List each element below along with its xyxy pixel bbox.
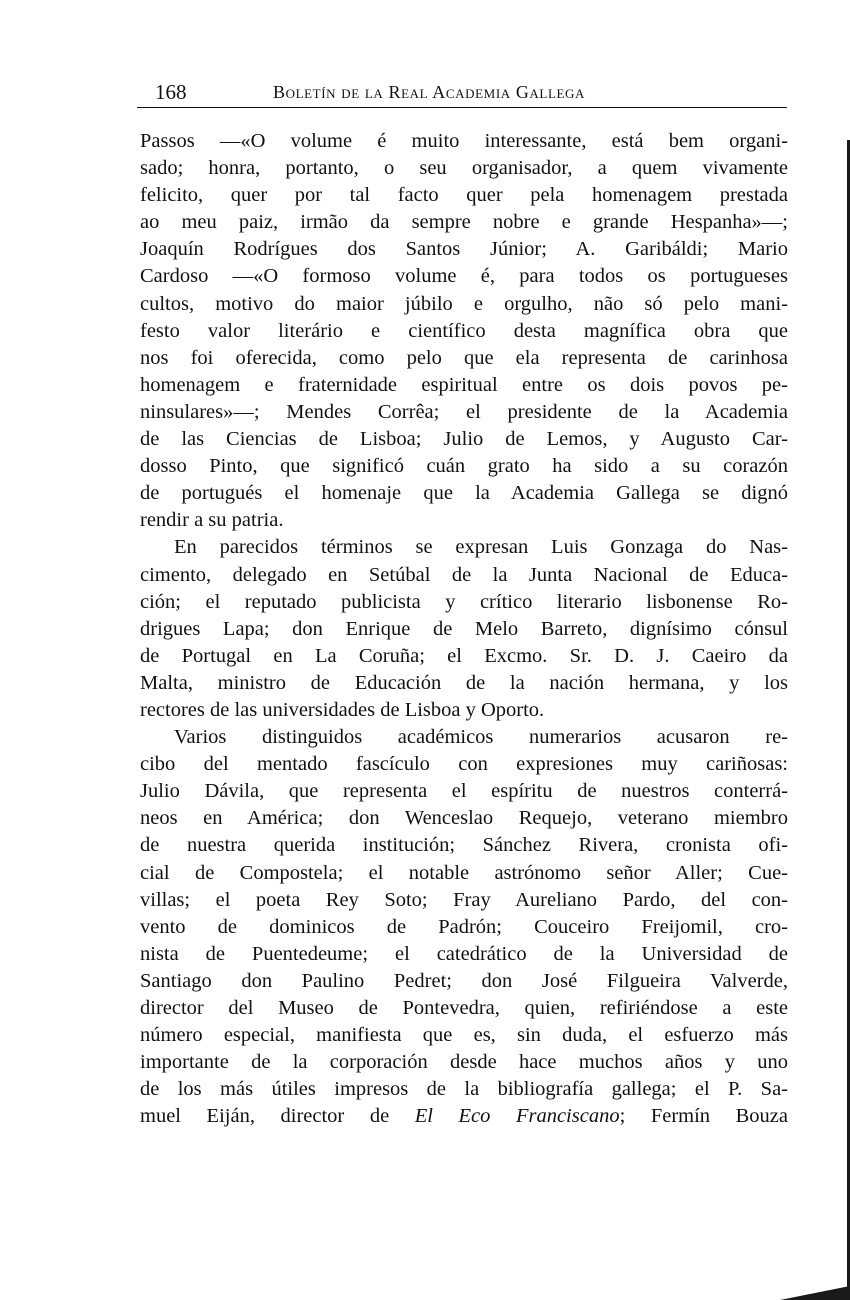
text-line: ción; el reputado publicista y crítico literario lisbonense Ro- [140, 590, 788, 613]
page-corner-shadow [780, 1286, 850, 1300]
text-line: cultos, motivo do maior júbilo e orgulho, não só pelo mani- [140, 292, 788, 315]
text-line: sado; honra, portanto, o seu organisador, a quem vivamente [140, 157, 788, 180]
text-segment: ; Fermín Bouza [619, 1105, 788, 1128]
text-line: vento de dominicos de Padrón; Couceiro Freijomil, cro- [140, 915, 788, 938]
text-line: Joaquín Rodrígues dos Santos Júnior; A. Garibáldi; Mario [140, 238, 788, 261]
text-line: homenagem e fraternidade espiritual entre os dois povos pe- [140, 373, 788, 396]
text-line: felicito, quer por tal facto quer pela homenagem prestada [140, 184, 788, 207]
body-text [140, 128, 788, 1130]
text-line: de Portugal en La Coruña; el Excmo. Sr. D. J. Caeiro da [140, 644, 788, 667]
text-line: de las Ciencias de Lisboa; Julio de Lemos, y Augusto Car- [140, 428, 788, 451]
header-rule [137, 107, 787, 108]
text-line: En parecidos términos se expresan Luis Gonzaga do Nas- [174, 536, 788, 559]
running-header [140, 76, 788, 106]
text-line: Varios distinguidos académicos numerarios acusaron re- [174, 726, 788, 749]
text-line: neos en América; don Wenceslao Requejo, veterano miembro [140, 807, 788, 830]
text-line-final [140, 1103, 788, 1130]
text-line: rendir a su patria. [140, 509, 284, 532]
text-line: importante de la corporación desde hace muchos años y uno [140, 1051, 788, 1074]
text-line: Cardoso —«O formoso volume é, para todos os portugueses [140, 265, 788, 288]
text-line: festo valor literário e científico desta magnífica obra que [140, 319, 788, 342]
text-segment: muel Eiján, director de [140, 1105, 415, 1128]
text-line: de los más útiles impresos de la bibliografía gallega; el P. Sa- [140, 1078, 788, 1101]
text-line: de nuestra querida institución; Sánchez Rivera, cronista ofi- [140, 834, 788, 857]
text-line: Santiago don Paulino Pedret; don José Filgueira Valverde, [140, 969, 788, 992]
paragraph-2 [140, 534, 788, 724]
running-title: Boletín de la Real Academia Gallega [273, 82, 586, 102]
text-line: drigues Lapa; don Enrique de Melo Barreto, dignísimo cónsul [140, 617, 788, 640]
text-line: nista de Puentedeume; el catedrático de la Universidad de [140, 942, 788, 965]
text-line: cibo del mentado fascículo con expresiones muy cariñosas: [140, 753, 788, 776]
text-line: Passos —«O volume é muito interessante, está bem organi- [140, 130, 788, 152]
text-line: número especial, manifiesta que es, sin duda, el esfuerzo más [140, 1024, 788, 1047]
text-line: villas; el poeta Rey Soto; Fray Aureliano Pardo, del con- [140, 888, 788, 911]
paragraph-3 [140, 724, 788, 1130]
text-line: Julio Dávila, que representa el espíritu de nuestros conterrá- [140, 780, 788, 803]
text-line: dosso Pinto, que significó cuán grato ha sido a su corazón [140, 455, 788, 478]
text-line: Malta, ministro de Educación de la nación hermana, y los [140, 671, 788, 694]
text-line: rectores de las universidades de Lisboa y Oporto. [140, 698, 545, 721]
periodical-title: El Eco Franciscano [414, 1105, 620, 1128]
text-line: cimento, delegado en Setúbal de la Junta Nacional de Educa- [140, 563, 788, 586]
text-line: director del Museo de Pontevedra, quien, refiriéndose a este [140, 997, 788, 1019]
paragraph-1 [140, 128, 788, 534]
text-line: ninsulares»—; Mendes Corrêa; el presidente de la Academia [140, 400, 788, 423]
text-line: nos foi oferecida, como pelo que ela representa de carinhosa [140, 346, 788, 369]
text-line: ao meu paiz, irmão da sempre nobre e grande Hespanha»—; [140, 211, 788, 234]
text-line: de portugués el homenaje que la Academia Gallega se dignó [140, 482, 788, 505]
page-number: 168 [155, 80, 187, 104]
text-line: cial de Compostela; el notable astrónomo señor Aller; Cue- [140, 861, 788, 884]
